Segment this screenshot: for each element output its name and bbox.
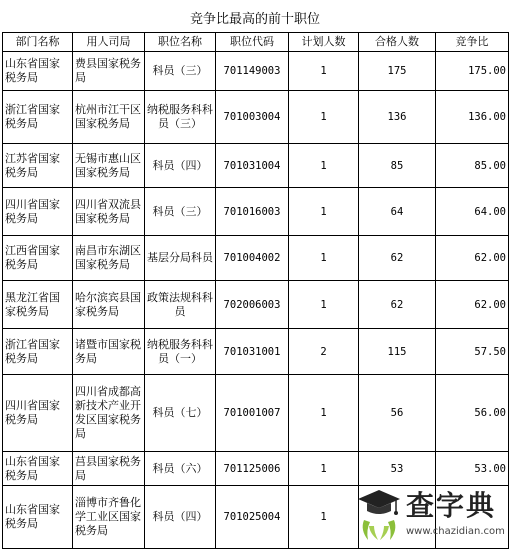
cell-planned-count: 1	[289, 375, 359, 452]
table-row	[3, 91, 509, 144]
cell-bureau: 无锡市惠山区国家税务局	[73, 144, 145, 188]
cell-position-name: 科员（三）	[145, 52, 216, 91]
graduation-cap-icon	[356, 486, 402, 544]
cell-position-code: 701003004	[216, 91, 289, 144]
table-row	[3, 375, 509, 452]
header-planned-count: 计划人数	[289, 33, 359, 52]
cell-position-name: 政策法规科科员	[145, 281, 216, 329]
table-row	[3, 188, 509, 236]
cell-planned-count: 1	[289, 236, 359, 281]
cell-bureau: 四川省双流县国家税务局	[73, 188, 145, 236]
cell-planned-count: 2	[289, 329, 359, 375]
cell-competition-ratio: 85.00	[436, 144, 509, 188]
cell-position-code: 701149003	[216, 52, 289, 91]
header-qualified-count: 合格人数	[359, 33, 436, 52]
cell-position-name: 纳税服务科科员（一）	[145, 329, 216, 375]
cell-bureau: 诸暨市国家税务局	[73, 329, 145, 375]
cell-qualified-count: 62	[359, 281, 436, 329]
cell-planned-count: 1	[289, 91, 359, 144]
watermark-url: www.chazidian.com	[406, 526, 505, 537]
cell-position-name: 科员（七）	[145, 375, 216, 452]
cell-position-name: 基层分局科员	[145, 236, 216, 281]
cell-planned-count: 1	[289, 486, 359, 549]
cell-position-code: 702006003	[216, 281, 289, 329]
cell-bureau: 杭州市江干区国家税务局	[73, 91, 145, 144]
cell-qualified-count: 175	[359, 52, 436, 91]
cell-position-name: 科员（三）	[145, 188, 216, 236]
cell-qualified-count: 136	[359, 91, 436, 144]
cell-department: 浙江省国家税务局	[3, 329, 73, 375]
cell-competition-ratio: 64.00	[436, 188, 509, 236]
cell-competition-ratio: 53.00	[436, 452, 509, 486]
table-row	[3, 236, 509, 281]
cell-position-code: 701025004	[216, 486, 289, 549]
cell-bureau: 淄博市齐鲁化学工业区国家税务局	[73, 486, 145, 549]
job-competition-table	[2, 32, 509, 549]
cell-department: 浙江省国家税务局	[3, 91, 73, 144]
table-row	[3, 329, 509, 375]
cell-department: 四川省国家税务局	[3, 375, 73, 452]
header-competition-ratio: 竞争比	[436, 33, 509, 52]
cell-department: 黑龙江省国家税务局	[3, 281, 73, 329]
cell-qualified-count: 115	[359, 329, 436, 375]
cell-qualified-count: 56	[359, 375, 436, 452]
cell-department: 山东省国家税务局	[3, 486, 73, 549]
cell-department: 江西省国家税务局	[3, 236, 73, 281]
cell-position-code: 701031001	[216, 329, 289, 375]
cell-competition-ratio: 175.00	[436, 52, 509, 91]
cell-planned-count: 1	[289, 144, 359, 188]
cell-competition-ratio: 57.50	[436, 329, 509, 375]
cell-planned-count: 1	[289, 52, 359, 91]
cell-department: 山东省国家税务局	[3, 452, 73, 486]
cell-position-code: 701016003	[216, 188, 289, 236]
cell-qualified-count: 85	[359, 144, 436, 188]
cell-position-name: 科员（四）	[145, 144, 216, 188]
table-row	[3, 52, 509, 91]
cell-planned-count: 1	[289, 188, 359, 236]
cell-bureau: 南昌市东湖区国家税务局	[73, 236, 145, 281]
cell-position-name: 科员（四）	[145, 486, 216, 549]
cell-bureau: 四川省成都高新技术产业开发区国家税务局	[73, 375, 145, 452]
header-bureau: 用人司局	[73, 33, 145, 52]
cell-position-code: 701001007	[216, 375, 289, 452]
cell-position-code: 701004002	[216, 236, 289, 281]
cell-department: 江苏省国家税务局	[3, 144, 73, 188]
cell-competition-ratio: 136.00	[436, 91, 509, 144]
header-position-code: 职位代码	[216, 33, 289, 52]
cell-position-name: 纳税服务科科员（三）	[145, 91, 216, 144]
cell-competition-ratio: 56.00	[436, 375, 509, 452]
cell-department: 四川省国家税务局	[3, 188, 73, 236]
cell-qualified-count: 64	[359, 188, 436, 236]
cell-qualified-count: 53	[359, 452, 436, 486]
table-row	[3, 144, 509, 188]
table-row	[3, 281, 509, 329]
cell-bureau: 哈尔滨宾县国家税务局	[73, 281, 145, 329]
site-watermark	[356, 486, 512, 546]
cell-competition-ratio: 62.00	[436, 236, 509, 281]
cell-competition-ratio: 62.00	[436, 281, 509, 329]
cell-planned-count: 1	[289, 281, 359, 329]
cell-qualified-count: 62	[359, 236, 436, 281]
table-title: 竞争比最高的前十职位	[189, 12, 320, 27]
table-row	[3, 452, 509, 486]
cell-position-code: 701125006	[216, 452, 289, 486]
header-position-name: 职位名称	[145, 33, 216, 52]
cell-planned-count: 1	[289, 452, 359, 486]
header-row	[3, 33, 509, 52]
header-department: 部门名称	[3, 33, 73, 52]
cell-department: 山东省国家税务局	[3, 52, 73, 91]
spreadsheet	[2, 8, 508, 549]
watermark-brand: 查字典	[406, 489, 497, 522]
cell-position-code: 701031004	[216, 144, 289, 188]
cell-bureau: 莒县国家税务局	[73, 452, 145, 486]
cell-bureau: 费县国家税务局	[73, 52, 145, 91]
cell-position-name: 科员（六）	[145, 452, 216, 486]
